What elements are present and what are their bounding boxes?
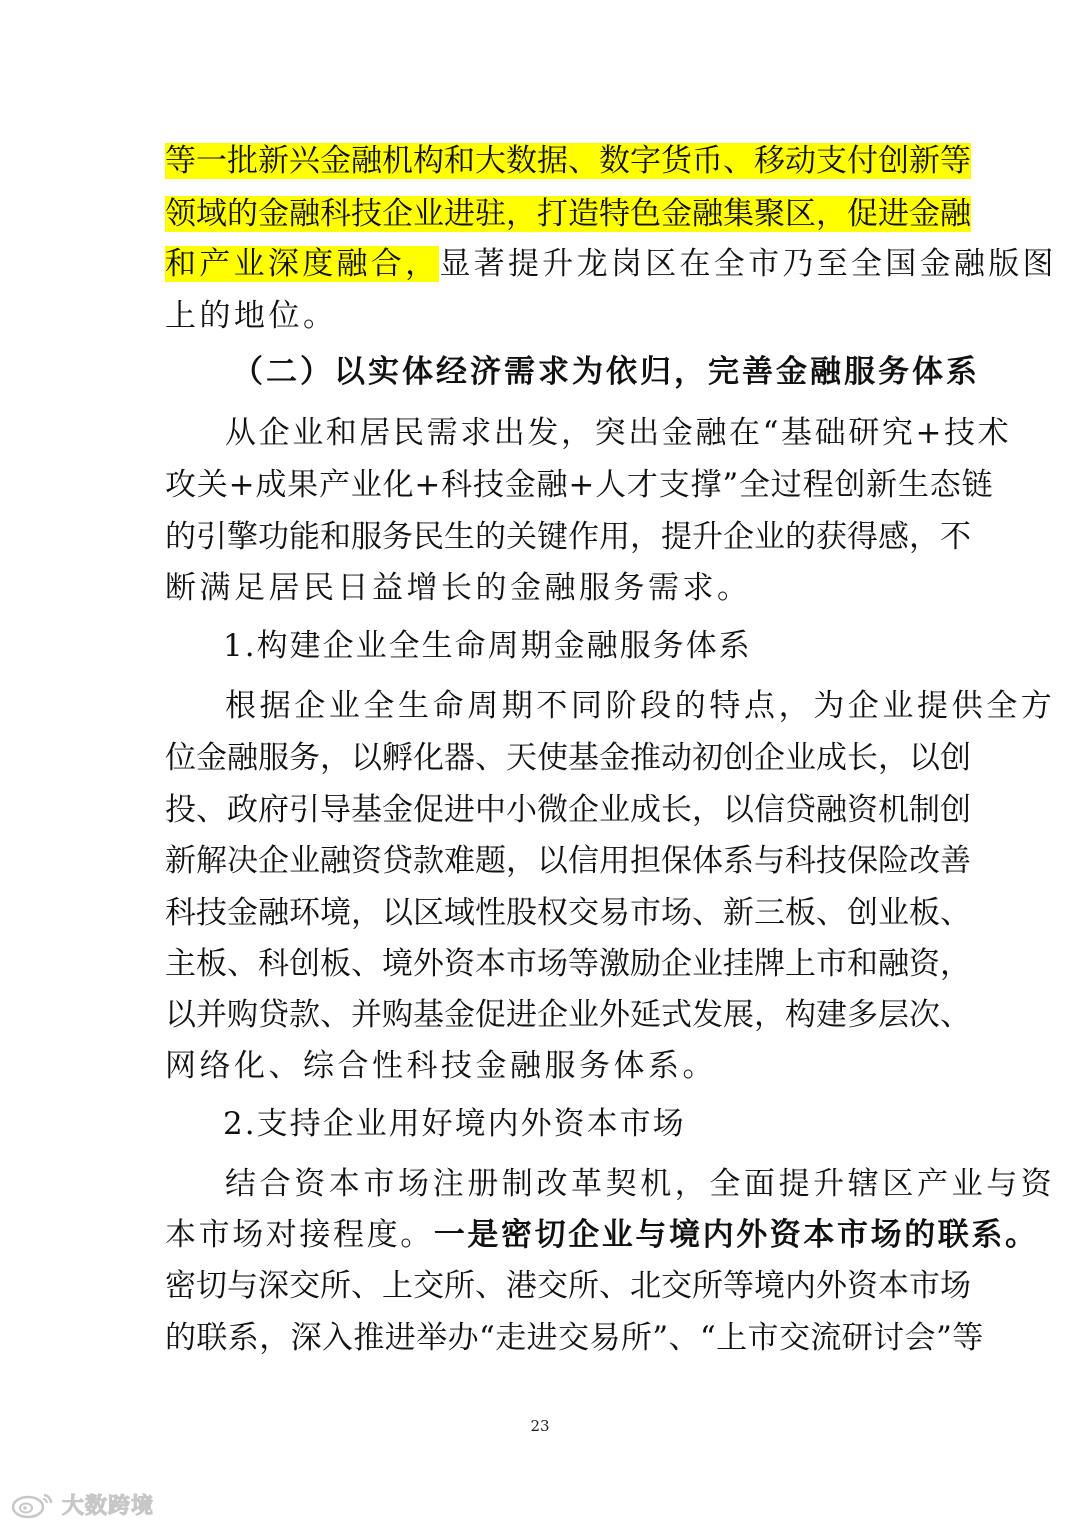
paragraph-line: 密切与深交所、上交所、港交所、北交所等境内外资本市场 <box>165 1268 971 1304</box>
bold-text: 一是密切企业与境内外资本市场的联系。 <box>433 1217 1039 1253</box>
paragraph-line: 位金融服务，以孵化器、天使基金推动初创企业成长，以创 <box>165 740 971 776</box>
weibo-logo-icon <box>10 1489 56 1519</box>
paragraph-line: 从企业和居民需求出发，突出金融在“基础研究+技术 <box>225 415 1012 451</box>
paragraph-line: 根据企业全生命周期不同阶段的特点，为企业提供全方 <box>225 688 1056 724</box>
highlighted-text: 和产业深度融合， <box>165 246 440 282</box>
paragraph-line <box>165 141 971 181</box>
paragraph-line: 的联系，深入推进举办“走进交易所”、“上市交流研讨会”等 <box>165 1320 984 1356</box>
paragraph-line <box>165 194 971 234</box>
paragraph-line: 投、政府引导基金促进中小微企业成长，以信贷融资机制创 <box>165 792 971 828</box>
highlighted-text: 领域的金融科技企业进驻，打造特色金融集聚区，促进金融 <box>165 196 971 232</box>
subheading: 2.支持企业用好境内外资本市场 <box>223 1106 686 1142</box>
paragraph-line: 断满足居民日益增长的金融服务需求。 <box>165 570 752 606</box>
paragraph-line: 攻关+成果产业化+科技金融+人才支撑”全过程创新生态链 <box>165 467 994 503</box>
highlighted-text: 等一批新兴金融机构和大数据、数字货币、移动支付创新等 <box>165 143 971 179</box>
page-number: 23 <box>530 1417 550 1435</box>
paragraph-line: 结合资本市场注册制改革契机，全面提升辖区产业与资 <box>225 1166 1056 1202</box>
paragraph-text: 显著提升龙岗区在全市乃至全国金融版图 <box>439 246 1057 282</box>
paragraph-line: 以并购贷款、并购基金促进企业外延式发展，构建多层次、 <box>165 997 971 1033</box>
paragraph-line: 上的地位。 <box>165 298 338 334</box>
paragraph-line <box>165 1215 1039 1255</box>
paragraph-line: 网络化、综合性科技金融服务体系。 <box>165 1048 717 1084</box>
watermark <box>10 1487 154 1521</box>
paragraph-line: 科技金融环境，以区域性股权交易市场、新三板、创业板、 <box>165 895 971 931</box>
paragraph-line: 新解决企业融资贷款难题，以信用担保体系与科技保险改善 <box>165 843 971 879</box>
paragraph-line <box>165 244 1057 284</box>
paragraph-line: 的引擎功能和服务民生的关键作用，提升企业的获得感，不 <box>165 519 971 555</box>
paragraph-line: 主板、科创板、境外资本市场等激励企业挂牌上市和融资， <box>165 946 971 982</box>
section-heading: （二）以实体经济需求为依归，完善金融服务体系 <box>232 354 980 390</box>
subheading: 1.构建企业全生命周期金融服务体系 <box>223 628 752 664</box>
paragraph-text: 本市场对接程度。 <box>165 1217 434 1253</box>
watermark-text: 大数跨境 <box>62 1493 155 1519</box>
